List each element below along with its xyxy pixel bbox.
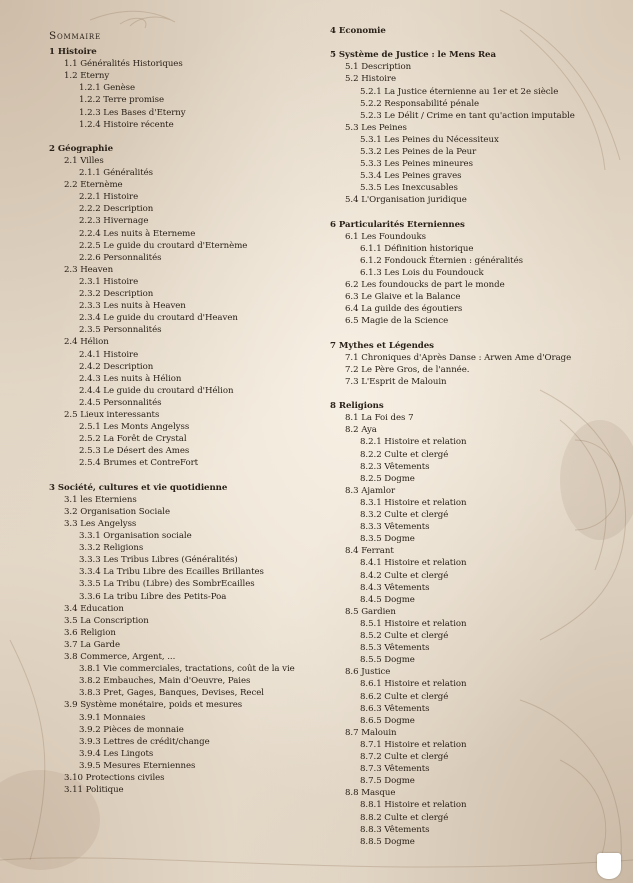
toc-entry[interactable]: 8.7.1 Histoire et relation <box>360 739 467 750</box>
toc-entry[interactable]: 7.1 Chroniques d'Après Danse : Arwen Ame d'Orage <box>345 352 572 363</box>
toc-entry[interactable]: 5.3.4 Les Peines graves <box>360 171 462 182</box>
toc-entry[interactable]: 1.2.3 Les Bases d'Eterny <box>79 107 186 118</box>
toc-entry[interactable]: 2.2.6 Personnalités <box>79 252 162 263</box>
toc-entry[interactable]: 8.5.2 Culte et clergé <box>360 631 449 641</box>
toc-entry[interactable]: 8.6.5 Dogme <box>360 715 415 726</box>
toc-entry[interactable]: 2.2.2 Description <box>79 204 154 215</box>
toc-entry[interactable]: 8.5.5 Dogme <box>360 655 415 666</box>
toc-entry[interactable]: 2.3 Heaven <box>64 264 114 275</box>
toc-section[interactable]: 7 Mythes et Légendes <box>330 340 434 351</box>
toc-entry[interactable]: 8.8 Masque <box>345 788 396 799</box>
toc-entry[interactable]: 6.2 Les foundoucks de part le monde <box>345 280 505 291</box>
toc-entry[interactable]: 1.2.2 Terre promise <box>79 95 165 106</box>
toc-entry[interactable]: 3.3 Les Angelyss <box>64 518 137 529</box>
toc-entry[interactable]: 8.8.2 Culte et clergé <box>360 812 449 823</box>
toc-entry[interactable]: 3.6 Religion <box>64 627 116 638</box>
toc-entry[interactable]: 3.9.1 Monnaies <box>79 712 146 723</box>
toc-entry[interactable]: 7.2 Le Père Gros, de l'année. <box>345 364 470 375</box>
toc-entry[interactable]: 2.5.4 Brumes et ContreFort <box>79 458 199 469</box>
toc-entry[interactable]: 5.3 Les Peines <box>345 122 407 133</box>
toc-entry[interactable]: 8.4.2 Culte et clergé <box>360 570 449 581</box>
toc-entry[interactable]: 8.4.5 Dogme <box>360 594 415 605</box>
toc-entry[interactable]: 8.4.1 Histoire et relation <box>360 558 467 569</box>
toc-entry[interactable]: 2.5.3 Le Désert des Ames <box>79 446 190 457</box>
toc-entry[interactable]: 8.8.1 Histoire et relation <box>360 800 467 811</box>
toc-entry[interactable]: 8.8.3 Vêtements <box>360 824 430 835</box>
toc-entry[interactable]: 8.7.5 Dogme <box>360 776 415 787</box>
toc-section[interactable]: 1 Histoire <box>49 47 97 57</box>
toc-entry[interactable]: 5.1 Description <box>345 62 412 73</box>
page-badge-icon <box>597 853 621 879</box>
toc-entry[interactable]: 3.3.6 La tribu Libre des Petits-Poa <box>79 591 227 602</box>
toc-section[interactable]: 5 Système de Justice : le Mens Rea <box>330 50 496 61</box>
toc-entry[interactable]: 3.9 Système monétaire, poids et mesures <box>64 700 243 711</box>
toc-entry[interactable]: 2.4.1 Histoire <box>79 349 139 360</box>
toc-entry[interactable]: 5.2 Histoire <box>345 74 397 85</box>
toc-entry[interactable]: 6.1.2 Fondouck Éternien : généralités <box>360 255 523 266</box>
toc-entry[interactable]: 3.8.1 Vie commerciales, tractations, coût de la vie <box>79 664 295 675</box>
toc-entry[interactable]: 8.3.5 Dogme <box>360 534 415 545</box>
toc-entry[interactable]: 3.8.3 Pret, Gages, Banques, Devises, Recel <box>79 688 264 699</box>
toc-entry[interactable]: 2.4.4 Le guide du croutard d'Hélion <box>79 385 234 396</box>
toc-section[interactable]: 8 Religions <box>330 401 384 412</box>
toc-entry[interactable]: 3.9.5 Mesures Eterniennes <box>79 760 196 771</box>
toc-entry[interactable]: 2.3.4 Le guide du croutard d'Heaven <box>79 313 238 324</box>
toc-entry[interactable]: 3.8 Commerce, Argent, ... <box>64 652 176 662</box>
toc-entry[interactable]: 8.5.1 Histoire et relation <box>360 618 467 629</box>
toc-section[interactable]: 6 Particularités Eterniennes <box>330 219 465 230</box>
toc-entry[interactable]: 8.3 Ajamlor <box>345 485 396 496</box>
toc-entry[interactable]: 8.2.3 Vêtements <box>360 461 430 472</box>
toc-section[interactable]: 3 Société, cultures et vie quotidienne <box>49 482 228 493</box>
toc-entry[interactable]: 6.3 Le Glaive et la Balance <box>345 292 461 303</box>
toc-entry[interactable]: 3.3.4 La Tribu Libre des Ecailles Brillantes <box>79 567 264 578</box>
toc-entry[interactable]: 6.1 Les Foundouks <box>345 231 427 242</box>
toc-entry[interactable]: 6.1.1 Définition historique <box>360 243 474 254</box>
toc-entry[interactable]: 2.4 Hélion <box>64 337 109 348</box>
toc-entry[interactable]: 8.5.3 Vêtements <box>360 643 430 654</box>
toc-entry[interactable]: 1.2.4 Histoire récente <box>79 119 174 130</box>
toc-entry[interactable]: 3.7 La Garde <box>64 639 121 650</box>
toc-entry[interactable]: 6.1.3 Les Lois du Foundouck <box>360 268 484 278</box>
toc-entry[interactable]: 5.3.3 Les Peines mineures <box>360 159 473 170</box>
toc-entry[interactable]: 8.7.3 Vêtements <box>360 764 430 775</box>
toc-entry[interactable]: 3.9.4 Les Lingots <box>79 748 154 759</box>
toc-entry[interactable]: 2.2.1 Histoire <box>79 192 139 203</box>
toc-entry[interactable]: 3.4 Education <box>64 603 124 614</box>
toc-entry[interactable]: 1.2.1 Genèse <box>79 83 136 94</box>
toc-entry[interactable]: 5.2.2 Responsabilité pénale <box>360 98 480 109</box>
toc-entry[interactable]: 8.6.1 Histoire et relation <box>360 679 467 690</box>
toc-entry[interactable]: 8.7.2 Culte et clergé <box>360 752 449 762</box>
toc-entry[interactable]: 3.8.2 Embauches, Main d'Oeuvre, Paies <box>79 676 251 687</box>
toc-entry[interactable]: 3.5 La Conscription <box>64 615 149 626</box>
toc-entry[interactable]: 1.1 Généralités Historiques <box>64 59 183 70</box>
toc-entry[interactable]: 2.5.2 La Forêt de Crystal <box>79 434 187 445</box>
toc-entry[interactable]: 8.3.2 Culte et clergé <box>360 510 449 520</box>
toc-entry[interactable]: 8.6 Justice <box>345 667 391 678</box>
toc-entry[interactable]: 3.2 Organisation Sociale <box>64 506 171 517</box>
toc-entry[interactable]: 2.1.1 Généralités <box>79 168 153 178</box>
toc-entry[interactable]: 2.2.4 Les nuits à Eterneme <box>79 228 196 239</box>
toc-section[interactable]: 2 Géographie <box>49 143 114 154</box>
toc-entry[interactable]: 3.1 les Eterniens <box>64 494 137 505</box>
toc-entry[interactable]: 5.2.1 La Justice éternienne au 1er et 2e siècle <box>360 86 559 97</box>
toc-entry[interactable]: 2.2.5 Le guide du croutard d'Eternème <box>79 240 248 251</box>
toc-entry[interactable]: 8.4 Ferrant <box>345 546 394 557</box>
toc-entry[interactable]: 3.9.3 Lettres de crédit/change <box>79 736 210 747</box>
toc-entry[interactable]: 8.8.5 Dogme <box>360 836 415 847</box>
toc-entry[interactable]: 2.5 Lieux interessants <box>64 410 160 420</box>
toc-entry[interactable]: 3.3.5 La Tribu (Libre) des SombrEcailles <box>79 579 255 590</box>
toc-section[interactable]: 4 Economie <box>330 26 386 36</box>
toc-entry[interactable]: 5.3.5 Les Inexcusables <box>360 183 458 194</box>
toc-entry[interactable]: 8.2.5 Dogme <box>360 473 415 484</box>
toc-entry[interactable]: 3.3.2 Religions <box>79 543 144 554</box>
toc-entry[interactable]: 2.4.5 Personnalités <box>79 397 162 408</box>
toc-entry[interactable]: 2.3.1 Histoire <box>79 276 139 287</box>
toc-entry[interactable]: 5.2.3 Le Délit / Crime en tant qu'action imputable <box>360 110 575 121</box>
toc-entry[interactable]: 5.3.1 Les Peines du Nécessiteux <box>360 134 499 145</box>
toc-entry[interactable]: 8.2.2 Culte et clergé <box>360 449 449 460</box>
toc-entry[interactable]: 3.10 Protections civiles <box>64 773 165 783</box>
toc-entry[interactable]: 3.3.1 Organisation sociale <box>79 531 192 541</box>
toc-entry[interactable]: 1.2 Eterny <box>64 71 110 82</box>
toc-entry[interactable]: 2.5.1 Les Monts Angelyss <box>79 422 190 433</box>
toc-entry[interactable]: 2.2 Eternème <box>64 180 123 191</box>
toc-entry[interactable]: 2.4.2 Description <box>79 361 154 372</box>
toc-entry[interactable]: 8.3.1 Histoire et relation <box>360 497 467 508</box>
toc-entry[interactable]: 8.4.3 Vêtements <box>360 582 430 593</box>
toc-entry[interactable]: 5.4 L'Organisation juridique <box>345 195 467 206</box>
toc-entry[interactable]: 7.3 L'Esprit de Malouin <box>345 376 447 387</box>
toc-entry[interactable]: 8.5 Gardien <box>345 606 396 617</box>
toc-entry[interactable]: 2.2.3 Hivernage <box>79 216 149 227</box>
toc-entry[interactable]: 2.1 Villes <box>64 155 104 166</box>
toc-entry[interactable]: 6.4 La guilde des égoutiers <box>345 304 463 315</box>
toc-entry[interactable]: 2.3.3 Les nuits à Heaven <box>79 301 186 312</box>
toc-entry[interactable]: 2.3.2 Description <box>79 289 154 299</box>
toc-entry[interactable]: 3.9.2 Pièces de monnaie <box>79 724 184 735</box>
toc-entry[interactable]: 8.6.3 Vêtements <box>360 703 430 714</box>
toc-entry[interactable]: 8.7 Malouin <box>345 727 397 738</box>
toc-entry[interactable]: 2.4.3 Les nuits à Hélion <box>79 373 182 384</box>
toc-entry[interactable]: 8.6.2 Culte et clergé <box>360 691 449 702</box>
toc-entry[interactable]: 5.3.2 Les Peines de la Peur <box>360 147 477 157</box>
page-title: Sommaire <box>49 30 101 42</box>
toc-entry[interactable]: 3.3.3 Les Tribus Libres (Généralités) <box>79 555 238 566</box>
toc-entry[interactable]: 3.11 Politique <box>64 785 124 796</box>
toc-entry[interactable]: 8.2.1 Histoire et relation <box>360 437 467 448</box>
toc-entry[interactable]: 6.5 Magie de la Science <box>345 316 449 327</box>
toc-entry[interactable]: 8.2 Aya <box>345 425 377 436</box>
toc-entry[interactable]: 2.3.5 Personnalités <box>79 325 162 336</box>
toc-entry[interactable]: 8.1 La Foi des 7 <box>345 413 414 424</box>
toc-entry[interactable]: 8.3.3 Vêtements <box>360 522 430 533</box>
